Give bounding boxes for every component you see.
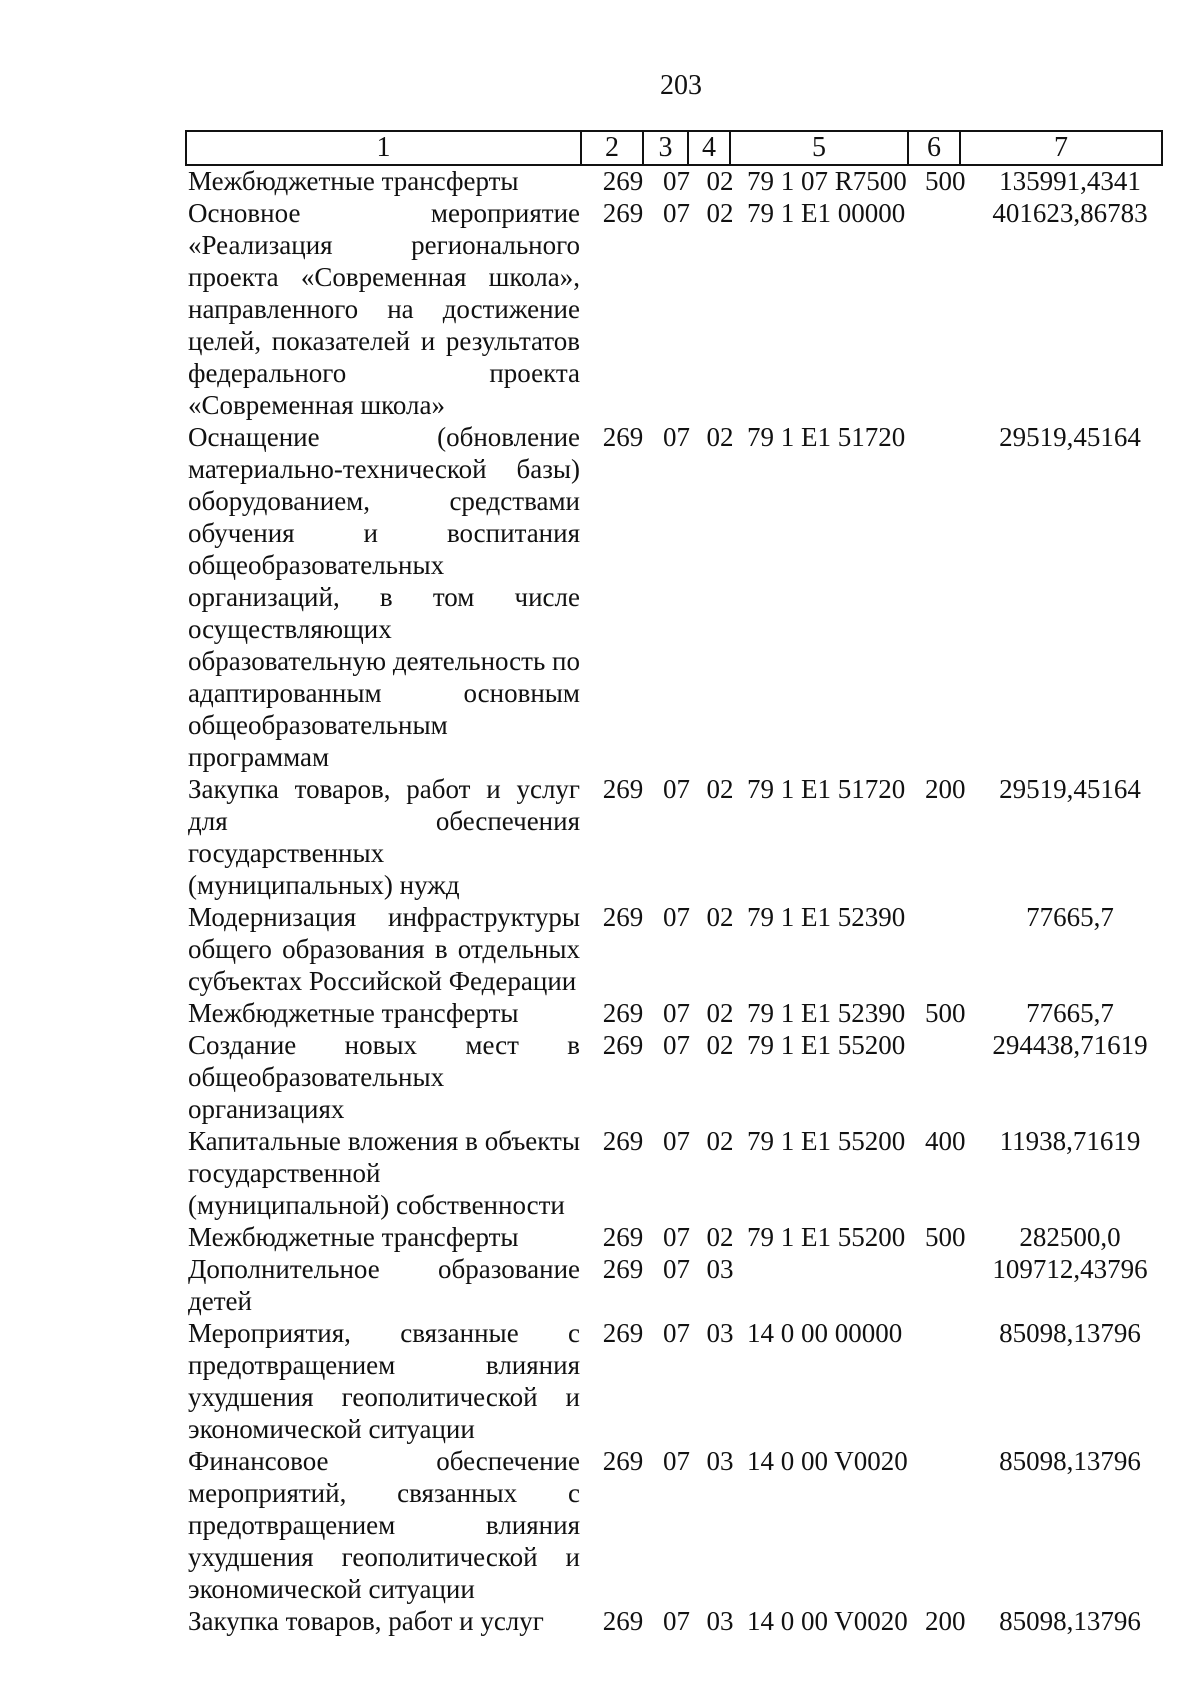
cell-amount: 77665,7: [1026, 902, 1114, 932]
cell-section: 07: [663, 198, 690, 228]
table-row: [188, 421, 1163, 773]
cell-code-ministry: 269: [602, 1254, 644, 1284]
item-name: Межбюджетные трансферты: [188, 998, 519, 1028]
cell-section: 07: [663, 1606, 690, 1636]
cell-expense-type: [925, 1317, 977, 1445]
cell-expense-type: 500: [925, 998, 966, 1028]
cell-section: 07: [663, 902, 690, 932]
cell-section: 07: [663, 422, 690, 452]
header-col-3: 3: [643, 131, 688, 165]
cell-subsection: 02: [706, 1126, 734, 1156]
cell-subsection: 03: [706, 1318, 734, 1348]
cell-amount: 29519,45164: [999, 774, 1141, 804]
item-name: Мероприятия, связанные с предотвращением влияния ухудшения геополитической и экономической ситуации: [188, 1318, 580, 1444]
cell-section: 07: [663, 1126, 690, 1156]
cell-subsection: 02: [706, 1222, 734, 1252]
cell-amount: 85098,13796: [999, 1318, 1141, 1348]
table-row: [188, 773, 1163, 901]
cell-subsection: 02: [706, 422, 734, 452]
item-name: Закупка товаров, работ и услуг для обеспечения государственных (муниципальных) нужд: [188, 774, 580, 900]
cell-subsection: 03: [706, 1254, 734, 1284]
cell-expense-type: [925, 1445, 977, 1605]
cell-expense-type: [925, 197, 977, 421]
cell-subsection: 02: [706, 774, 734, 804]
cell-amount: 85098,13796: [999, 1446, 1141, 1476]
item-name: Основное мероприятие «Реализация регионального проекта «Современная школа», направленного на достижение целей, показателей и результатов федерального проекта «Современная школа»: [188, 198, 580, 420]
cell-amount: 77665,7: [1026, 998, 1114, 1028]
cell-expense-type: [925, 1253, 977, 1317]
cell-expense-type: 500: [925, 166, 966, 196]
table-row: [188, 1605, 1163, 1637]
cell-code-ministry: 269: [602, 774, 644, 804]
cell-code-ministry: 269: [602, 998, 644, 1028]
item-name: Межбюджетные трансферты: [188, 1222, 519, 1252]
cell-amount: 135991,4341: [999, 166, 1141, 196]
table-row: [188, 1445, 1163, 1605]
item-name: Финансовое обеспечение мероприятий, связанных с предотвращением влияния ухудшения геополитической и экономической ситуации: [188, 1446, 580, 1604]
cell-subsection: 02: [706, 198, 734, 228]
header-col-7: 7: [960, 131, 1162, 165]
cell-section: 07: [663, 1318, 690, 1348]
header-col-6: 6: [908, 131, 960, 165]
cell-code-ministry: 269: [602, 1446, 644, 1476]
cell-target-article: 79 1 E1 55200: [747, 1222, 906, 1252]
cell-target-article: 79 1 E1 00000: [747, 198, 906, 228]
cell-target-article: 14 0 00 00000: [747, 1318, 903, 1348]
cell-section: 07: [663, 774, 690, 804]
cell-section: 07: [663, 1254, 690, 1284]
cell-expense-type: 400: [925, 1126, 966, 1156]
budget-table: [188, 165, 1163, 1637]
cell-target-article: 79 1 E1 55200: [747, 1126, 906, 1156]
cell-amount: 85098,13796: [999, 1606, 1141, 1636]
item-name: Дополнительное образование детей: [188, 1254, 580, 1316]
cell-amount: 401623,86783: [992, 198, 1148, 228]
cell-code-ministry: 269: [602, 1606, 644, 1636]
table-row: [188, 997, 1163, 1029]
cell-expense-type: [925, 421, 977, 773]
cell-subsection: 02: [706, 1030, 734, 1060]
cell-section: 07: [663, 1030, 690, 1060]
cell-subsection: 03: [706, 1446, 734, 1476]
header-col-1: 1: [186, 131, 581, 165]
header-col-2: 2: [581, 131, 643, 165]
cell-subsection: 02: [706, 998, 734, 1028]
cell-subsection: 02: [706, 166, 734, 196]
cell-expense-type: 200: [925, 1606, 966, 1636]
cell-code-ministry: 269: [602, 1126, 644, 1156]
cell-code-ministry: 269: [602, 198, 644, 228]
cell-section: 07: [663, 1222, 690, 1252]
table-row: [188, 901, 1163, 997]
cell-target-article: 79 1 E1 55200: [747, 1030, 906, 1060]
header-col-5: 5: [730, 131, 908, 165]
cell-expense-type: 200: [925, 774, 966, 804]
cell-target-article: [741, 1253, 925, 1317]
cell-code-ministry: 269: [602, 422, 644, 452]
cell-code-ministry: 269: [602, 1222, 644, 1252]
table-row: [188, 1253, 1163, 1317]
table-row: [188, 197, 1163, 421]
cell-amount: 11938,71619: [999, 1126, 1141, 1156]
cell-section: 07: [663, 166, 690, 196]
cell-code-ministry: 269: [602, 166, 644, 196]
cell-section: 07: [663, 1446, 690, 1476]
cell-section: 07: [663, 998, 690, 1028]
cell-amount: 109712,43796: [992, 1254, 1148, 1284]
table-row: [188, 1317, 1163, 1445]
item-name: Межбюджетные трансферты: [188, 166, 519, 196]
cell-amount: 294438,71619: [992, 1030, 1148, 1060]
cell-expense-type: [925, 1029, 977, 1125]
header-col-4: 4: [688, 131, 730, 165]
table-header: [185, 130, 1163, 166]
item-name: Закупка товаров, работ и услуг: [188, 1606, 544, 1636]
cell-amount: 29519,45164: [999, 422, 1141, 452]
item-name: Капитальные вложения в объекты государственной (муниципальной) собственности: [188, 1126, 580, 1220]
cell-code-ministry: 269: [602, 1318, 644, 1348]
cell-expense-type: 500: [925, 1222, 966, 1252]
table-row: [188, 1221, 1163, 1253]
cell-code-ministry: 269: [602, 1030, 644, 1060]
cell-target-article: 79 1 E1 51720: [747, 774, 906, 804]
table-row: [188, 165, 1163, 197]
table-row: [188, 1125, 1163, 1221]
cell-expense-type: [925, 901, 977, 997]
cell-target-article: 79 1 07 R7500: [747, 166, 907, 196]
cell-target-article: 14 0 00 V0020: [747, 1606, 908, 1636]
cell-target-article: 79 1 E1 52390: [747, 902, 906, 932]
cell-subsection: 02: [706, 902, 734, 932]
cell-amount: 282500,0: [1019, 1222, 1121, 1252]
table-row: [188, 1029, 1163, 1125]
item-name: Создание новых мест в общеобразовательных организациях: [188, 1030, 580, 1124]
cell-subsection: 03: [706, 1606, 734, 1636]
cell-target-article: 14 0 00 V0020: [747, 1446, 908, 1476]
cell-target-article: 79 1 E1 51720: [747, 422, 906, 452]
cell-target-article: 79 1 E1 52390: [747, 998, 906, 1028]
page-number: 203: [660, 70, 702, 101]
cell-code-ministry: 269: [602, 902, 644, 932]
item-name: Оснащение (обновление материально-технической базы) оборудованием, средствами обучения и воспитания общеобразовательных организаций, в том числе осуществляющих образовательную деятельность по адаптированным основным общеобразовательным программам: [188, 422, 580, 772]
item-name: Модернизация инфраструктуры общего образования в отдельных субъектах Российской Федерации: [188, 902, 580, 996]
